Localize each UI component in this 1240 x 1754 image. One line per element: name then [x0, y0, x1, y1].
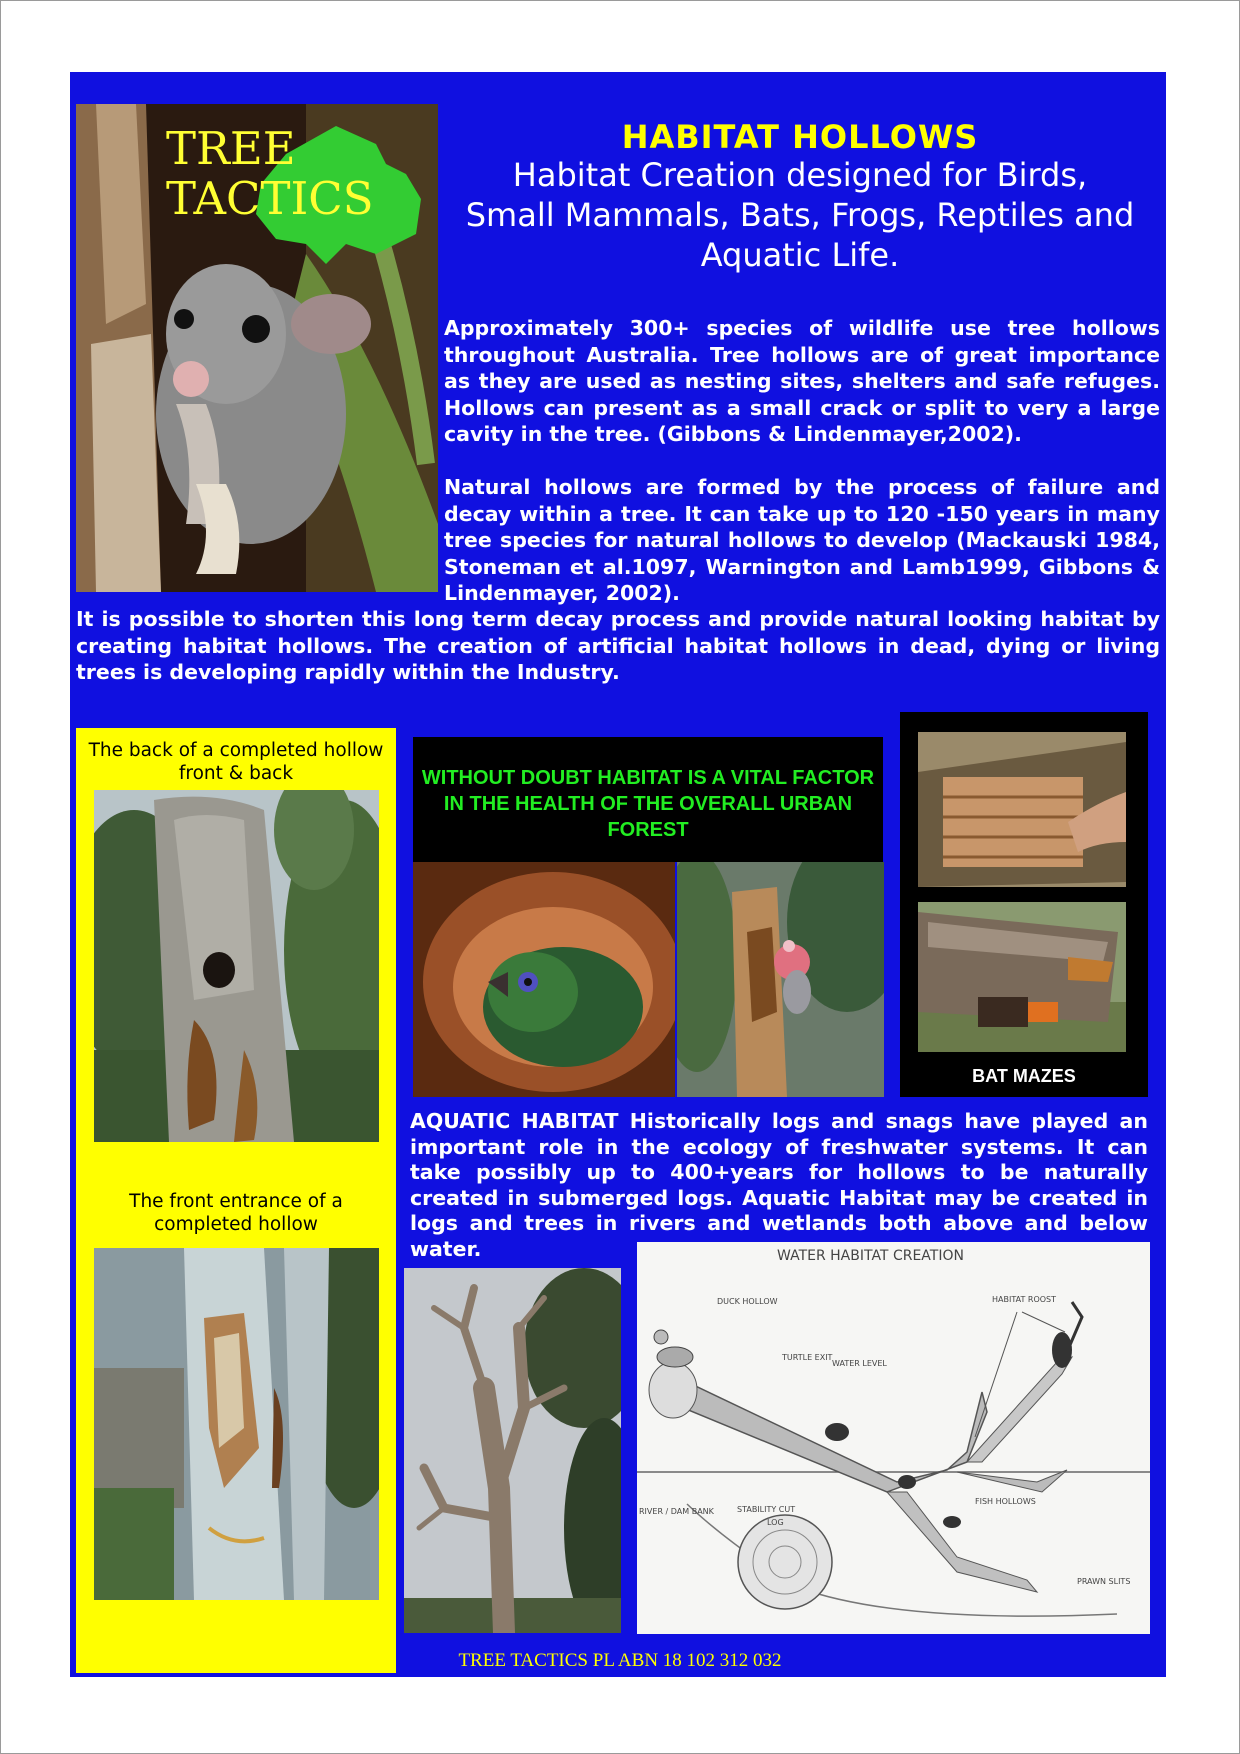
- galah-photo: [677, 862, 884, 1097]
- caption-front-hollow: The front entrance of a completed hollow: [129, 1191, 343, 1235]
- caption-back-hollow: The back of a completed hollow front & back: [88, 740, 384, 784]
- intro-paragraph-2: Natural hollows are formed by the process of failure and decay within a tree. It can take up to 120 -150 years in many tree species for natural hollows to develop (Mackauski 1984, Stoneman et al.1097, Warnington and Lamb1999, Gibbons & Lindenmayer, 2002).: [444, 475, 1160, 605]
- bat-maze-photo-1: [918, 732, 1126, 887]
- subtitle-line: Habitat Creation designed for Birds,: [512, 156, 1088, 194]
- diagram-label: STABILITY CUT: [737, 1505, 796, 1514]
- logo-line2: TACTICS: [166, 172, 374, 225]
- diagram-label: DUCK HOLLOW: [717, 1297, 778, 1306]
- diagram-label: WATER LEVEL: [832, 1359, 887, 1368]
- parrot-in-hollow-photo: [413, 862, 675, 1097]
- front-hollow-photo: [94, 1248, 379, 1600]
- page-title: HABITAT HOLLOWS: [621, 118, 979, 156]
- possum-photo: [76, 104, 438, 592]
- habitat-banner: WITHOUT DOUBT HABITAT IS A VITAL FACTOR IN THE HEALTH OF THE OVERALL URBAN FOREST: [413, 737, 883, 862]
- diagram-label: FISH HOLLOWS: [975, 1497, 1036, 1506]
- water-habitat-diagram: [637, 1242, 1150, 1634]
- subtitle: [440, 155, 1160, 275]
- diagram-label: TURTLE EXIT: [782, 1353, 833, 1362]
- intro-paragraph-3: It is possible to shorten this long term decay process and provide natural looking habitat by creating habitat hollows. The creation of artificial habitat hollows in dead, dying or living trees is developing rapidly within the Industry.: [76, 607, 1160, 684]
- diagram-title: WATER HABITAT CREATION: [777, 1248, 964, 1264]
- diagram-label: HABITAT ROOST: [992, 1295, 1056, 1304]
- dead-tree-photo: [404, 1268, 621, 1633]
- subtitle-line: Aquatic Life.: [700, 236, 900, 274]
- aquatic-paragraph: AQUATIC HABITAT Historically logs and snags have played an important role in the ecology of freshwater systems. It can take possibly up to 400+years for hollows to be naturally created in submerged logs. Aquatic Habitat may be created in logs and trees in rivers and wetlands both above and below water.: [410, 1109, 1148, 1261]
- subtitle-line: Small Mammals, Bats, Frogs, Reptiles and: [465, 196, 1135, 234]
- footer: TREE TACTICS PL ABN 18 102 312 032: [458, 1650, 782, 1671]
- diagram-label: LOG: [767, 1518, 784, 1527]
- bat-maze-photo-2: [918, 902, 1126, 1052]
- back-hollow-photo: [94, 790, 379, 1142]
- logo-line1: TREE: [166, 122, 296, 175]
- diagram-label: RIVER / DAM BANK: [639, 1507, 714, 1516]
- intro-paragraph-1: Approximately 300+ species of wildlife use tree hollows throughout Australia. Tree hollows are of great importance as they are used as nesting sites, shelters and safe refuges. Hollows can present as a small crack or split to very a large cavity in the tree. (Gibbons & Lindenmayer,2002).: [444, 316, 1160, 446]
- diagram-label: PRAWN SLITS: [1077, 1577, 1131, 1586]
- caption-bat-mazes: BAT MAZES: [972, 1066, 1076, 1086]
